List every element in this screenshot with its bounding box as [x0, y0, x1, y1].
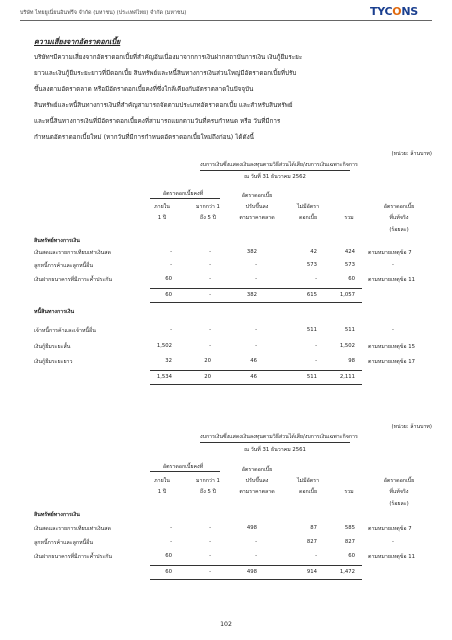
table-caption: งบการเงินซึ่งแสดงเงินลงทุนตามวิธีส่วนได้เสีย/งบการเงินเฉพาะกิจการ: [200, 434, 358, 440]
cell-1to5: -: [209, 343, 211, 349]
cell-rate: -: [392, 262, 394, 268]
group-underline: [150, 198, 220, 199]
logo-text-main: TYC: [370, 5, 393, 18]
cell-total: 573: [344, 262, 355, 268]
cell-within: 60: [165, 276, 172, 282]
cell-rate: ตามหมายเหตุข้อ 15: [368, 344, 415, 350]
unit-label: (หน่วย: ล้านบาท): [391, 424, 432, 430]
cell-total: 98: [348, 358, 355, 364]
liabilities-section-title: หนี้สินทางการเงิน: [34, 309, 75, 315]
total-sum: 2,111: [339, 374, 355, 380]
cell-1to5: -: [209, 525, 211, 531]
col-nonint-header: ไม่มีอัตรา: [296, 204, 320, 210]
logo-text-end: NS: [401, 5, 418, 18]
table-date: ณ วันที่ 31 ธันวาคม 2561: [244, 447, 306, 453]
company-header: บริษัท ไทยยูเนี่ยนอินฟรีจ จำกัด (มหาชน) (ประเทศไทย) จำกัด (มหาชน): [20, 10, 187, 16]
cell-1to5: -: [209, 539, 211, 545]
cell-floating: -: [255, 327, 257, 333]
cell-floating: 46: [250, 358, 257, 364]
row-label: เงินสดและรายการเทียบเท่าเงินสด: [34, 526, 111, 532]
paragraph-line: ยาวและเงินกู้ยืมระยะยาวที่มีดอกเบี้ย สินทรัพย์และหนี้สินทางการเงินส่วนใหญ่มีอัตราดอกเบี้ยที่ปรับ: [34, 70, 297, 77]
col-rate-header: (ร้อยละ): [389, 501, 409, 507]
col-nonint-header: ดอกเบี้ย: [298, 215, 318, 221]
table-date: ณ วันที่ 31 ธันวาคม 2562: [244, 174, 306, 180]
cell-rate: ตามหมายเหตุข้อ 7: [368, 250, 412, 256]
cell-floating: 382: [246, 249, 257, 255]
subtotal-line: [150, 288, 362, 289]
col-within-header: ภายใน: [154, 478, 170, 484]
col-rate-header: ที่แท้จริง: [389, 489, 409, 495]
col-floating-header: อัตราดอกเบี้ย: [241, 467, 273, 473]
cell-nonint: -: [315, 276, 317, 282]
total-nonint: 615: [306, 292, 317, 298]
row-label: เจ้าหนี้การค้าและเจ้าหนี้อื่น: [34, 328, 96, 334]
cell-floating: -: [255, 553, 257, 559]
cell-within: -: [170, 525, 172, 531]
unit-label: (หน่วย: ล้านบาท): [391, 151, 432, 157]
col-total-header: รวม: [344, 489, 354, 495]
cell-total: 585: [344, 525, 355, 531]
paragraph-line: และหนี้สินทางการเงินที่มีอัตราดอกเบี้ยคงที่สามารถแยกตามวันที่ครบกำหนด หรือ วันที่มีการ: [34, 118, 281, 125]
cell-1to5: 20: [204, 358, 211, 364]
paragraph-line: สินทรัพย์และหนี้สินทางการเงินที่สำคัญสามารถจัดตามประเภทอัตราดอกเบี้ย และสำหรับสินทรัพย์: [34, 102, 293, 109]
subtotal-line: [150, 565, 362, 566]
cell-floating: -: [255, 539, 257, 545]
cell-nonint: -: [315, 358, 317, 364]
total-floating: 498: [246, 569, 257, 575]
total-floating: 46: [250, 374, 257, 380]
total-within: 60: [165, 569, 172, 575]
total-nonint: 914: [306, 569, 317, 575]
cell-floating: 498: [246, 525, 257, 531]
assets-section-title: สินทรัพย์ทางการเงิน: [34, 238, 80, 244]
cell-within: 60: [165, 553, 172, 559]
cell-floating: -: [255, 343, 257, 349]
cell-nonint: 827: [306, 539, 317, 545]
total-line: [150, 384, 362, 385]
table-caption: งบการเงินซึ่งแสดงเงินลงทุนตามวิธีส่วนได้เสีย/งบการเงินเฉพาะกิจการ: [200, 162, 358, 168]
col-rate-header: อัตราดอกเบี้ย: [383, 204, 415, 210]
row-label: เงินกู้ยืมระยะสั้น: [34, 344, 71, 350]
col-rate-header: (ร้อยละ): [389, 227, 409, 233]
company-logo: [370, 5, 418, 18]
cell-rate: -: [392, 539, 394, 545]
col-nonint-header: ดอกเบี้ย: [298, 489, 318, 495]
total-line: [150, 579, 362, 580]
cell-within: -: [170, 539, 172, 545]
row-label: เงินฝากธนาคารที่มีภาระค้ำประกัน: [34, 554, 113, 560]
cell-total: 424: [344, 249, 355, 255]
cell-within: -: [170, 327, 172, 333]
cell-total: 1,502: [339, 343, 355, 349]
total-1to5: 20: [204, 374, 211, 380]
fixed-rate-group-header: อัตราดอกเบี้ยคงที่: [162, 191, 204, 197]
total-1to5: -: [209, 569, 211, 575]
page-number: 102: [220, 621, 232, 628]
total-sum: 1,057: [339, 292, 355, 298]
cell-within: 32: [165, 358, 172, 364]
total-1to5: -: [209, 292, 211, 298]
col-within-header: ภายใน: [154, 204, 170, 210]
group-underline: [150, 471, 220, 472]
cell-1to5: -: [209, 553, 211, 559]
cell-total: 827: [344, 539, 355, 545]
col-floating-header: อัตราดอกเบี้ย: [241, 193, 273, 199]
paragraph-line: บริษัทฯมีความเสี่ยงจากอัตราดอกเบี้ยที่สำคัญอันเนื่องมาจากการเงินฝากสถาบันการเงิน เงินกู้ยืมระยะ: [34, 54, 303, 61]
col-1to5-header: มากกว่า 1: [196, 204, 220, 210]
row-label: ลูกหนี้การค้าและลูกหนี้อื่น: [34, 540, 93, 546]
col-rate-header: อัตราดอกเบี้ย: [383, 478, 415, 484]
col-floating-header: ปรับขึ้นลง: [245, 204, 269, 210]
cell-nonint: -: [315, 553, 317, 559]
cell-nonint: 511: [306, 327, 317, 333]
col-1to5-header: ถึง 5 ปี: [200, 489, 216, 495]
col-floating-header: ปรับขึ้นลง: [245, 478, 269, 484]
cell-within: -: [170, 262, 172, 268]
row-label: ลูกหนี้การค้าและลูกหนี้อื่น: [34, 263, 93, 269]
row-label: เงินกู้ยืมระยะยาว: [34, 359, 73, 365]
cell-1to5: -: [209, 276, 211, 282]
row-label: เงินสดและรายการเทียบเท่าเงินสด: [34, 250, 111, 256]
cell-nonint: 573: [306, 262, 317, 268]
col-total-header: รวม: [344, 215, 354, 221]
col-within-header: 1 ปี: [157, 215, 167, 221]
cell-nonint: -: [315, 343, 317, 349]
cell-total: 60: [348, 553, 355, 559]
cell-rate: ตามหมายเหตุข้อ 17: [368, 359, 415, 365]
col-1to5-header: มากกว่า 1: [196, 478, 220, 484]
total-floating: 382: [246, 292, 257, 298]
header-divider: [20, 20, 432, 21]
cell-nonint: 87: [310, 525, 317, 531]
cell-floating: -: [255, 262, 257, 268]
caption-underline: [200, 170, 350, 171]
row-label: เงินฝากธนาคารที่มีภาระค้ำประกัน: [34, 277, 113, 283]
total-nonint: 511: [306, 374, 317, 380]
col-1to5-header: ถึง 5 ปี: [200, 215, 216, 221]
col-rate-header: ที่แท้จริง: [389, 215, 409, 221]
logo-text-o: O: [392, 5, 402, 18]
paragraph-line: ขึ้นลงตามอัตราตลาด หรือมีอัตราดอกเบี้ยคงที่ซึ่งใกล้เคียงกับอัตราตลาดในปัจจุบัน: [34, 86, 254, 93]
total-line: [150, 302, 362, 303]
fixed-rate-group-header: อัตราดอกเบี้ยคงที่: [162, 464, 204, 470]
assets-section-title: สินทรัพย์ทางการเงิน: [34, 512, 80, 518]
cell-1to5: -: [209, 249, 211, 255]
paragraph-line: กำหนดอัตราดอกเบี้ยใหม่ (หากวันที่มีการกำหนดอัตราดอกเบี้ยใหม่ถึงก่อน) ได้ดังนี้: [34, 134, 254, 141]
cell-nonint: 42: [310, 249, 317, 255]
col-within-header: 1 ปี: [157, 489, 167, 495]
cell-rate: ตามหมายเหตุข้อ 7: [368, 526, 412, 532]
cell-1to5: -: [209, 262, 211, 268]
cell-rate: -: [392, 327, 394, 333]
total-within: 60: [165, 292, 172, 298]
col-floating-header: ตามราคาตลาด: [239, 215, 275, 221]
section-title: ความเสี่ยงจากอัตราดอกเบี้ย: [34, 37, 121, 46]
total-within: 1,534: [156, 374, 172, 380]
cell-within: 1,502: [156, 343, 172, 349]
col-nonint-header: ไม่มีอัตรา: [296, 478, 320, 484]
col-floating-header: ตามราคาตลาด: [239, 489, 275, 495]
total-sum: 1,472: [339, 569, 355, 575]
cell-total: 60: [348, 276, 355, 282]
cell-within: -: [170, 249, 172, 255]
cell-rate: ตามหมายเหตุข้อ 11: [368, 277, 415, 283]
caption-underline: [200, 442, 350, 443]
cell-1to5: -: [209, 327, 211, 333]
subtotal-line: [150, 370, 362, 371]
cell-total: 511: [344, 327, 355, 333]
cell-floating: -: [255, 276, 257, 282]
cell-rate: ตามหมายเหตุข้อ 11: [368, 554, 415, 560]
